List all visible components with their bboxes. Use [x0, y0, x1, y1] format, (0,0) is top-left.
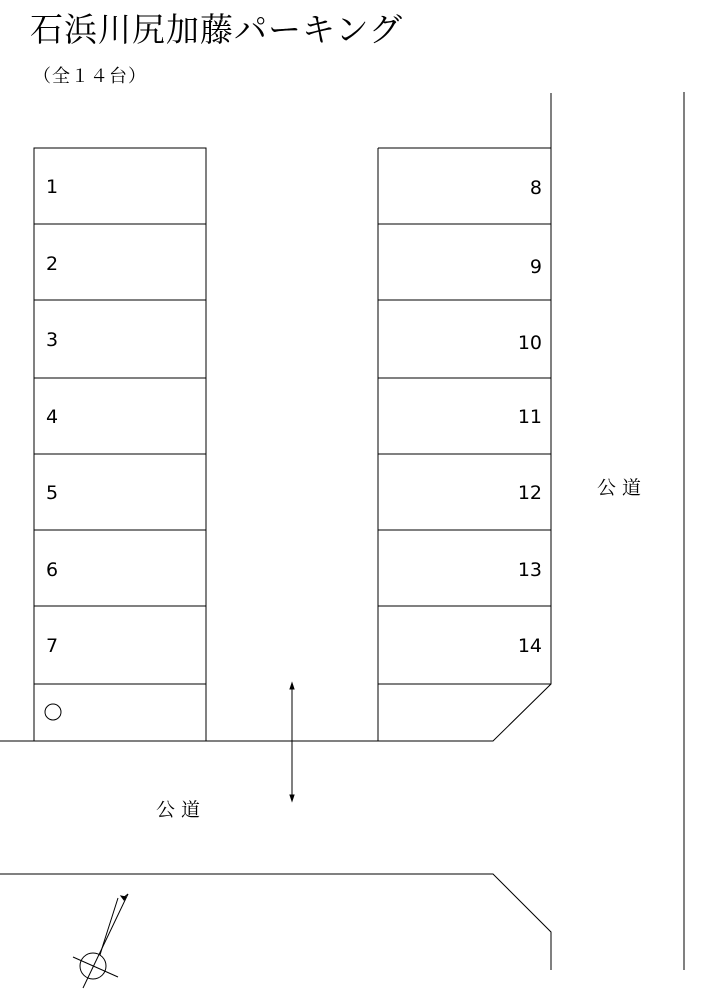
stall-label-10: 10	[517, 332, 542, 354]
left-block-outline	[34, 148, 206, 741]
north-arrow-icon	[73, 894, 128, 988]
stall-label-8: 8	[529, 177, 542, 199]
stall-label-2: 2	[46, 253, 59, 275]
stall-label-6: 6	[46, 559, 59, 581]
circle-marker-icon	[45, 704, 61, 720]
two-way-arrow-icon	[290, 683, 294, 801]
stall-label-9: 9	[529, 256, 542, 278]
capacity-note: （全１４台）	[33, 66, 147, 87]
stall-label-14: 14	[517, 635, 542, 657]
road-label-bottom: 公 道	[156, 799, 201, 821]
stall-label-13: 13	[517, 559, 542, 581]
road-label-right: 公 道	[597, 477, 642, 499]
stall-label-4: 4	[46, 406, 59, 428]
stall-label-5: 5	[46, 482, 59, 504]
stall-label-1: 1	[46, 176, 59, 198]
right-block-outline	[0, 148, 551, 741]
stall-label-11: 11	[517, 406, 542, 428]
stall-label-12: 12	[517, 482, 542, 504]
stall-dividers	[34, 224, 551, 684]
stall-label-3: 3	[46, 329, 59, 351]
page-title: 石浜川尻加藤パーキング	[30, 10, 404, 49]
road-lower-edge	[0, 874, 551, 970]
stall-label-7: 7	[46, 635, 59, 657]
